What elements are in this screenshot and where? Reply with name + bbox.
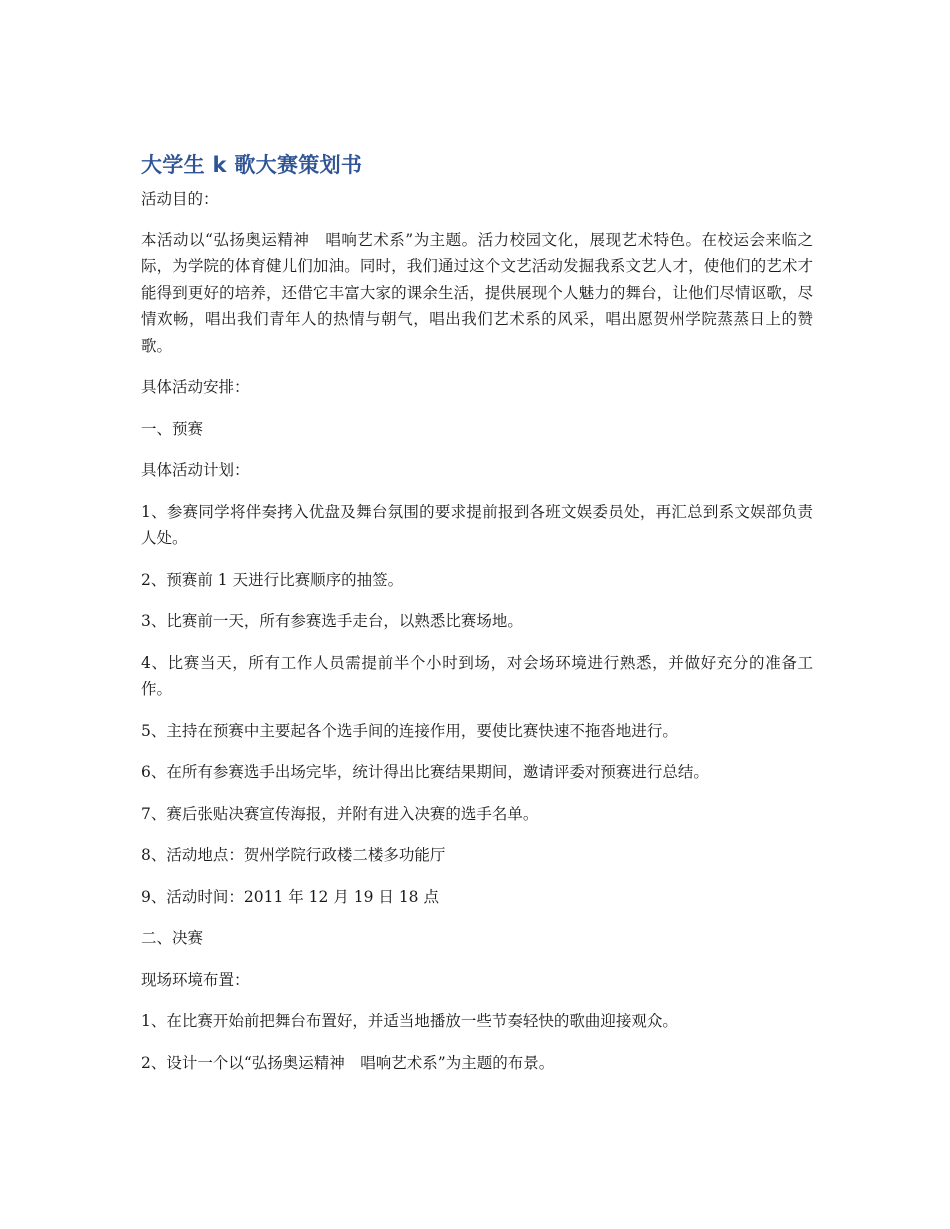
document-body — [141, 150, 813, 1091]
section-heading-final: 二、决赛 — [141, 929, 204, 947]
list-item: 9、活动时间：2011 年 12 月 19 日 18 点 — [141, 887, 439, 906]
list-item: 7、赛后张贴决赛宣传海报，并附有进入决赛的选手名单。 — [141, 804, 539, 823]
list-item: 4、比赛当天，所有工作人员需提前半个小时到场，对会场环境进行熟悉，并做好充分的准备工作。 — [141, 653, 813, 698]
list-item: 5、主持在预赛中主要起各个选手间的连接作用，要使比赛快速不拖沓地进行。 — [141, 721, 678, 740]
list-item: 2、设计一个以“弘扬奥运精神 唱响艺术系”为主题的布景。 — [141, 1053, 555, 1072]
section-heading-plan: 具体活动计划： — [141, 461, 250, 479]
document-title: 大学生 k 歌大赛策划书 — [141, 153, 363, 177]
list-item: 3、比赛前一天，所有参赛选手走台，以熟悉比赛场地。 — [141, 612, 523, 630]
list-item: 8、活动地点：贺州学院行政楼二楼多功能厅 — [141, 846, 446, 864]
list-item: 1、在比赛开始前把舞台布置好，并适当地播放一些节奏轻快的歌曲迎接观众。 — [141, 1012, 678, 1030]
purpose-paragraph: 本活动以“弘扬奥运精神 唱响艺术系”为主题。活力校园文化，展现艺术特色。在校运会来临之际，为学院的体育健儿们加油。同时，我们通过这个文艺活动发掘我系文艺人才，使他们的艺术才能得到更好的培养，还借它丰富大家的课余生活，提供展现个人魅力的舞台，让他们尽情讴歌，尽情欢畅，唱出我们青年人的热情与朝气，唱出我们艺术系的风采，唱出愿贺州学院蒸蒸日上的赞歌。 — [141, 230, 813, 355]
section-heading-preliminary: 一、预赛 — [141, 419, 204, 438]
section-heading-purpose: 活动目的： — [141, 190, 219, 208]
list-item: 1、参赛同学将伴奏拷入优盘及舞台氛围的要求提前报到各班文娱委员处，再汇总到系文娱部负责人处。 — [141, 502, 813, 547]
section-heading-arrangement: 具体活动安排： — [141, 378, 250, 396]
list-item: 2、预赛前 1 天进行比赛顺序的抽签。 — [141, 570, 404, 589]
section-heading-venue: 现场环境布置： — [141, 970, 250, 989]
list-item: 6、在所有参赛选手出场完毕，统计得出比赛结果期间，邀请评委对预赛进行总结。 — [141, 763, 709, 781]
